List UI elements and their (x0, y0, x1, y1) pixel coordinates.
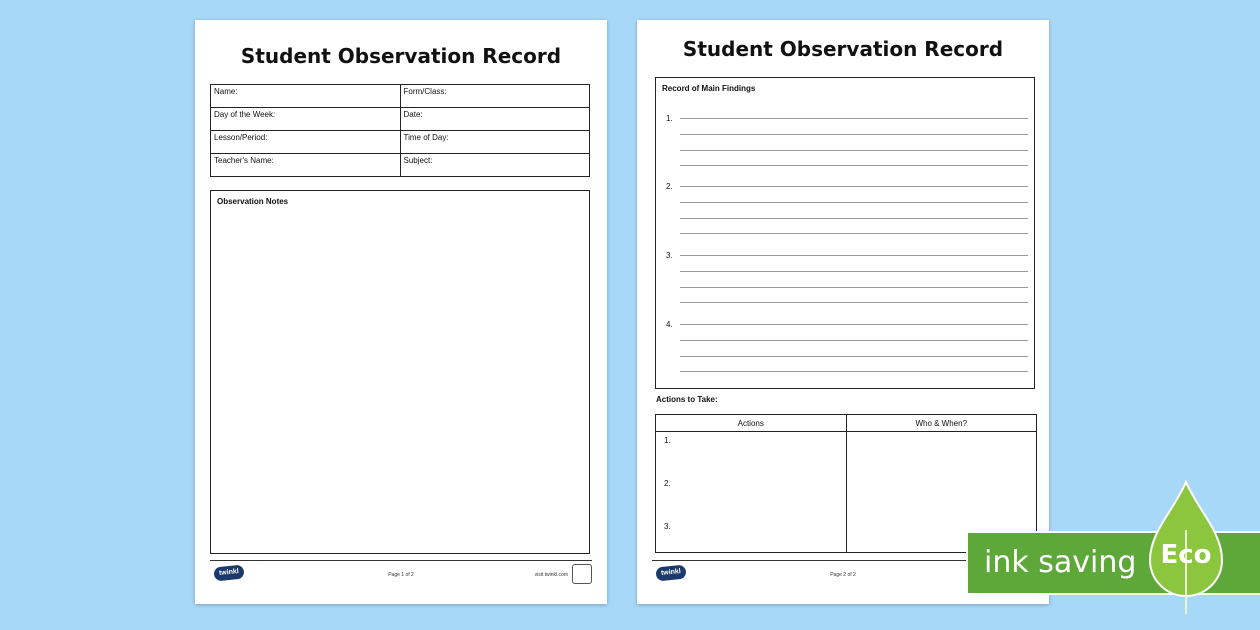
writing-line (680, 165, 1028, 166)
day-field: Day of the Week: (211, 108, 401, 131)
writing-line (680, 302, 1028, 303)
main-findings-heading: Record of Main Findings (662, 84, 756, 93)
writing-line (680, 218, 1028, 219)
writing-line (680, 134, 1028, 135)
subject-field: Subject: (400, 154, 590, 177)
action-number: 3. (664, 522, 671, 531)
actions-column-header: Actions (656, 415, 847, 432)
ink-saving-label: ink saving (984, 545, 1137, 580)
visit-link: visit twinkl.com (534, 572, 568, 578)
date-field: Date: (400, 108, 590, 131)
writing-line (680, 255, 1028, 256)
writing-line (680, 233, 1028, 234)
main-findings-box (655, 77, 1035, 389)
table-row (211, 108, 590, 131)
writing-line (680, 271, 1028, 272)
writing-line (680, 356, 1028, 357)
table-header-row (656, 415, 1037, 432)
form-class-field: Form/Class: (400, 85, 590, 108)
observation-notes-box (210, 190, 590, 554)
time-field: Time of Day: (400, 131, 590, 154)
page-number: Page 1 of 2 (388, 572, 414, 578)
observation-notes-heading: Observation Notes (217, 197, 289, 206)
teacher-field: Teacher's Name: (211, 154, 401, 177)
writing-line (680, 150, 1028, 151)
table-row (211, 131, 590, 154)
finding-number: 1. (666, 114, 673, 123)
footer-divider (210, 560, 592, 561)
writing-line (680, 324, 1028, 325)
finding-number: 4. (666, 320, 673, 329)
writing-line (680, 118, 1028, 119)
worksheet-page-1 (195, 20, 607, 604)
page-title: Student Observation Record (240, 44, 562, 68)
writing-line (680, 287, 1028, 288)
writing-line (680, 186, 1028, 187)
writing-line (680, 340, 1028, 341)
twinkl-logo: twinkl (655, 564, 686, 581)
action-number: 1. (664, 436, 671, 445)
actions-cell (656, 432, 847, 553)
who-when-column-header: Who & When? (846, 415, 1037, 432)
twinkl-logo: twinkl (213, 564, 244, 581)
student-info-table (210, 84, 590, 177)
action-number: 2. (664, 479, 671, 488)
name-field: Name: (211, 85, 401, 108)
page-footer (210, 564, 592, 586)
writing-line (680, 202, 1028, 203)
quality-badge-icon (572, 564, 592, 584)
table-row (211, 154, 590, 177)
table-row (211, 85, 590, 108)
eco-badge-label: Eco (1160, 540, 1212, 570)
page-number: Page 2 of 2 (830, 572, 856, 578)
page-title: Student Observation Record (682, 37, 1004, 61)
actions-heading: Actions to Take: (656, 395, 718, 404)
lesson-field: Lesson/Period: (211, 131, 401, 154)
worksheet-page-2 (637, 20, 1049, 604)
writing-line (680, 371, 1028, 372)
finding-number: 2. (666, 182, 673, 191)
finding-number: 3. (666, 251, 673, 260)
